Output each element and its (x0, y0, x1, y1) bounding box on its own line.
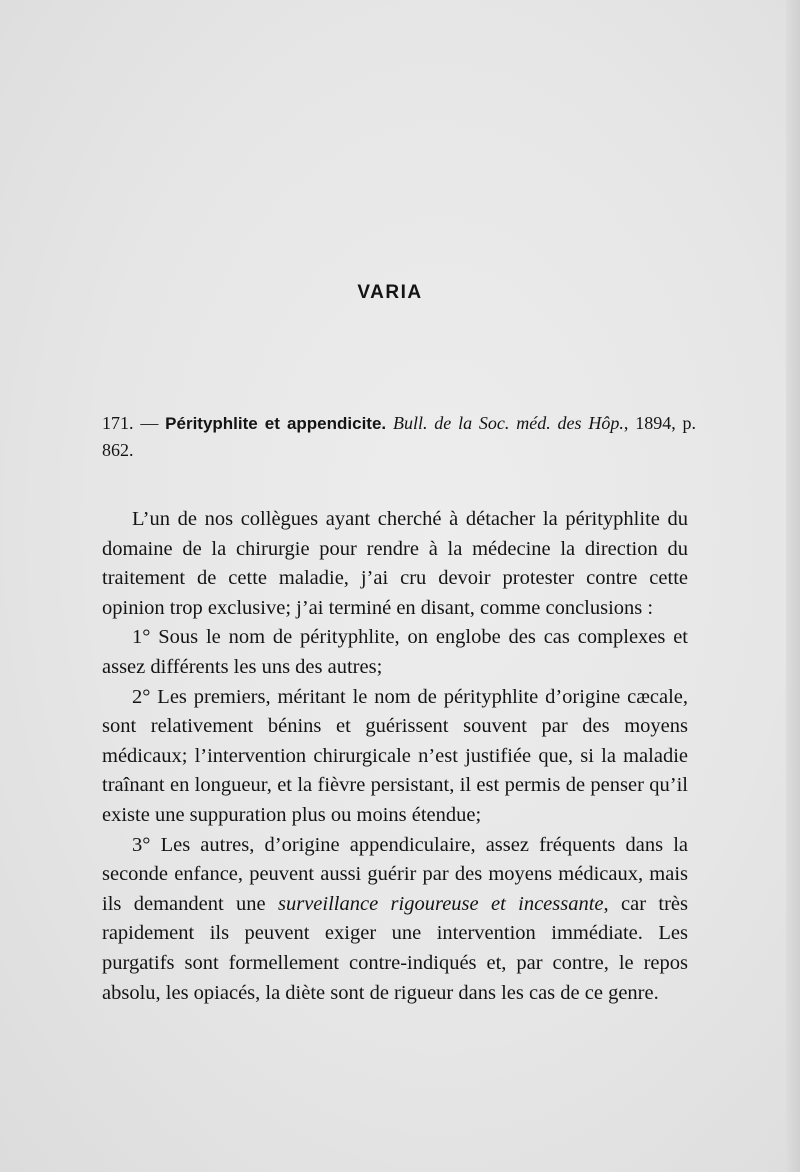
bibliographic-reference (102, 410, 696, 463)
article-body (102, 505, 688, 1008)
point-3-text-start: 3° Les autres, d’origine appendiculaire, assez fréquents dans la seconde enfance, peuvent aussi guérir par des moyens médicaux, mais ils demandent une (102, 833, 688, 915)
point-3-text-end: , car très rapidement ils peuvent exiger une intervention immédiate. Les purgatifs sont formellement contre-indiqués et, par contre, le repos absolu, les opiacés, la diète sont de rigueur dans les cas de ce genre. (102, 892, 689, 1004)
intro-paragraph: L’un de nos collègues ayant cherché à détacher la pérityphlite du domaine de la chirurgie pour rendre à la médecine la direction du traitement de cette maladie, j’ai cru devoir protester contre cette opinion trop exclusive; j’ai terminé en disant, comme conclusions : (102, 508, 688, 619)
reference-journal: Bull. de la Soc. méd. des Hôp. (392, 413, 624, 433)
section-heading: VARIA (357, 282, 423, 303)
conclusion-point-1: 1° Sous le nom de pérityphlite, on englobe des cas complexes et assez différents les uns des autres; (102, 626, 688, 678)
page-edge-shadow (786, 0, 800, 1172)
conclusion-point-2: 2° Les premiers, méritant le nom de pérityphlite d’origine cæcale, sont relativement bénins et guérissent souvent par des moyens médicaux; l’intervention chirurgicale n’est justifiée que, si la maladie traînant en longueur, et la fièvre persistant, il est permis de penser qu’il existe une suppuration plus ou moins étendue; (102, 685, 688, 826)
point-3-emphasis: surveillance rigoureuse et incessante (278, 892, 604, 915)
conclusion-point-3 (102, 831, 688, 1009)
reference-number: 171. — (102, 413, 159, 433)
reference-title: Pérityphlite et appendicite. (165, 414, 387, 433)
reference-details: , 1894, p. 862. (102, 413, 697, 460)
